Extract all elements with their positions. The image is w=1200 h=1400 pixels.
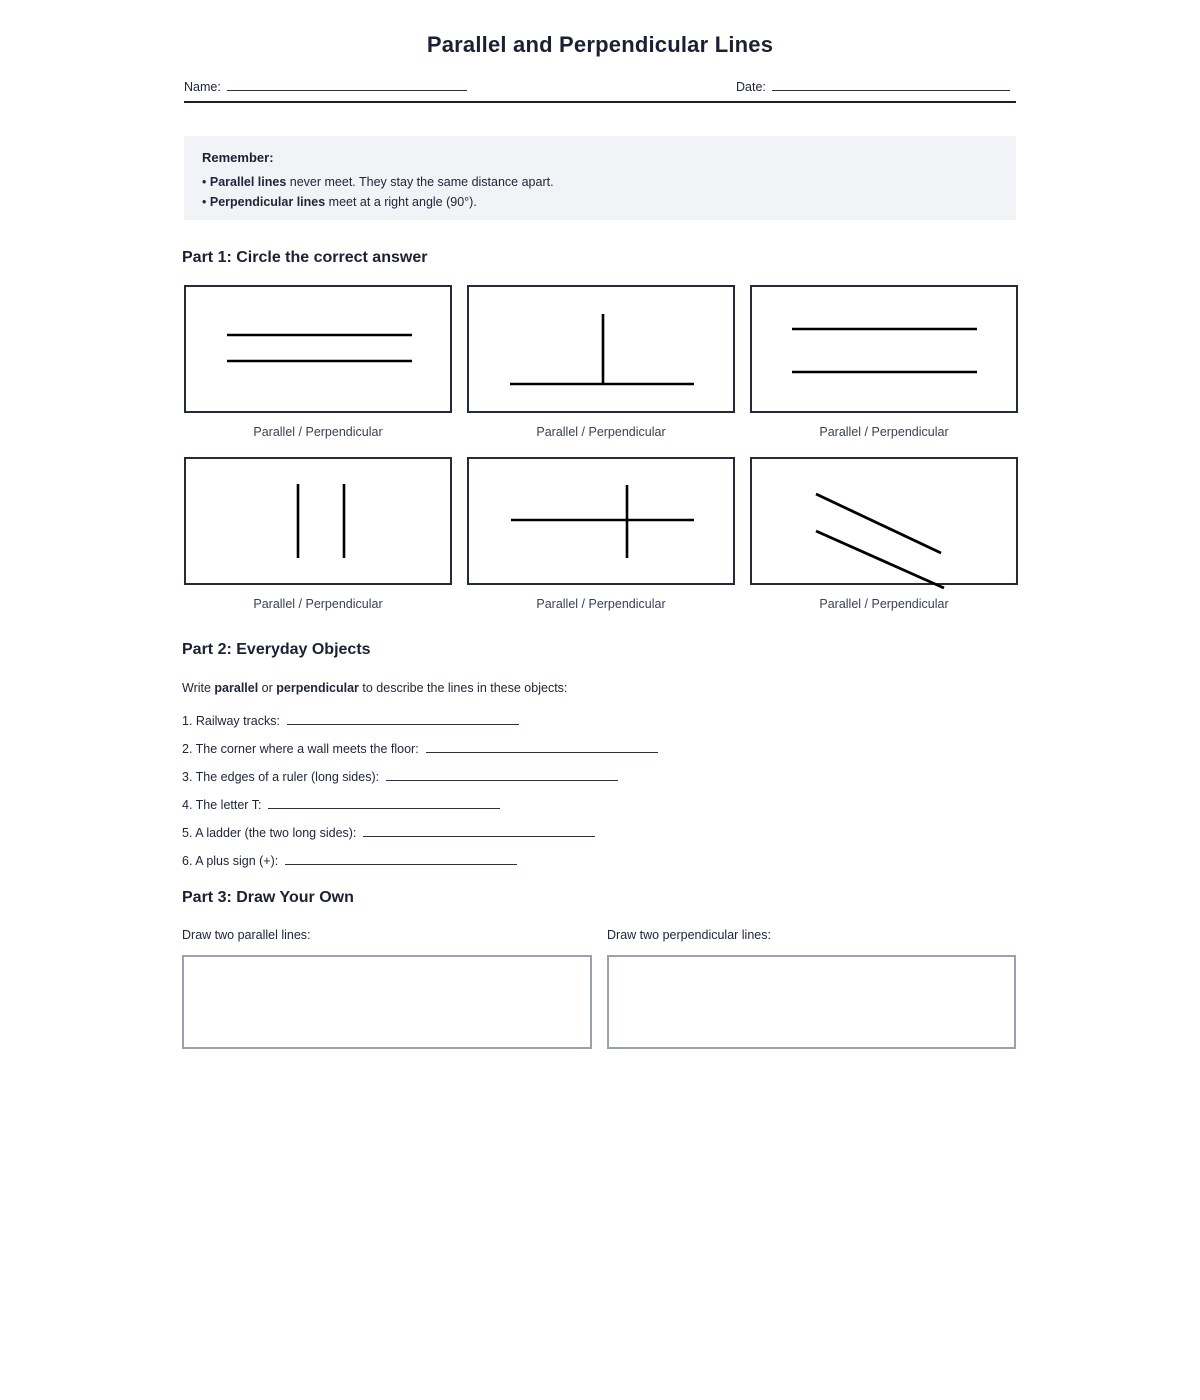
figure-caption-6[interactable]: Parallel / Perpendicular — [819, 597, 949, 611]
part2-intro-prefix: Write — [182, 681, 215, 695]
name-label: Name: — [184, 80, 221, 94]
part2-intro-middle: or — [258, 681, 277, 695]
part3-perpendicular-label: Draw two perpendicular lines: — [607, 928, 771, 942]
figure-box-1 — [184, 285, 452, 413]
date-input-blank[interactable] — [772, 78, 1010, 91]
date-field-group — [736, 78, 1010, 94]
remember-bullet-perpendicular — [202, 192, 998, 212]
figure-caption-5[interactable]: Parallel / Perpendicular — [536, 597, 666, 611]
two-horizontal-parallel-lines-icon — [184, 285, 452, 413]
figure-cell-2 — [467, 285, 735, 439]
figure-caption-1[interactable]: Parallel / Perpendicular — [253, 425, 383, 439]
cross-perpendicular-lines-icon — [467, 457, 735, 585]
part3-parallel-label: Draw two parallel lines: — [182, 928, 311, 942]
page-title: Parallel and Perpendicular Lines — [426, 32, 774, 57]
part2-item-6-answer-blank[interactable] — [285, 852, 517, 865]
part2-item-4 — [182, 796, 500, 812]
part3-perpendicular-column — [607, 928, 1016, 1049]
figure-box-3 — [750, 285, 1018, 413]
figure-cell-1 — [184, 285, 452, 439]
figure-caption-3[interactable]: Parallel / Perpendicular — [819, 425, 949, 439]
bullet-marker-2: • — [202, 195, 210, 209]
part2-item-5-answer-blank[interactable] — [363, 824, 595, 837]
part2-item-6 — [182, 852, 517, 868]
two-diagonal-lines-icon — [750, 457, 1018, 607]
two-horizontal-parallel-lines-wide-icon — [750, 285, 1018, 413]
part1-heading: Part 1: Circle the correct answer — [182, 249, 428, 266]
part2-item-2-text: 2. The corner where a wall meets the floor: — [182, 742, 419, 756]
figure-cell-6 — [750, 457, 1018, 611]
date-label: Date: — [736, 80, 766, 94]
figure-box-6 — [750, 457, 1018, 585]
parallel-definition: never meet. They stay the same distance apart. — [286, 175, 554, 189]
part2-item-2 — [182, 740, 658, 756]
part2-item-3-answer-blank[interactable] — [386, 768, 618, 781]
part2-item-3 — [182, 768, 618, 784]
figure-box-4 — [184, 457, 452, 585]
figure-cell-5 — [467, 457, 735, 611]
part2-item-1-answer-blank[interactable] — [287, 712, 519, 725]
part2-item-4-answer-blank[interactable] — [268, 796, 500, 809]
part2-keyword-parallel: parallel — [214, 681, 259, 695]
perpendicular-definition: meet at a right angle (90°). — [325, 195, 477, 209]
part2-intro-suffix: to describe the lines in these objects: — [358, 681, 568, 695]
figure-cell-3 — [750, 285, 1018, 439]
figure-cell-4 — [184, 457, 452, 611]
remember-box — [184, 136, 1016, 220]
part3-parallel-column — [182, 928, 592, 1049]
two-vertical-parallel-lines-icon — [184, 457, 452, 585]
figure-caption-4[interactable]: Parallel / Perpendicular — [253, 597, 383, 611]
figure-box-2 — [467, 285, 735, 413]
part3-perpendicular-drawing-area[interactable] — [607, 955, 1016, 1049]
t-shape-perpendicular-lines-icon — [467, 285, 735, 413]
part2-item-5 — [182, 824, 595, 840]
bullet-marker-1: • — [202, 175, 210, 189]
name-input-blank[interactable] — [227, 78, 467, 91]
part2-item-4-text: 4. The letter T: — [182, 798, 262, 812]
part2-instructions — [182, 681, 567, 695]
header-divider — [184, 101, 1016, 103]
figure-caption-2[interactable]: Parallel / Perpendicular — [536, 425, 666, 439]
part2-item-1-text: 1. Railway tracks: — [182, 714, 280, 728]
part2-keyword-perpendicular: perpendicular — [276, 681, 359, 695]
part2-heading: Part 2: Everyday Objects — [182, 641, 371, 658]
part3-parallel-drawing-area[interactable] — [182, 955, 592, 1049]
part2-item-5-text: 5. A ladder (the two long sides): — [182, 826, 357, 840]
part2-item-3-text: 3. The edges of a ruler (long sides): — [182, 770, 380, 784]
name-field-group — [184, 78, 467, 94]
remember-bullet-parallel — [202, 172, 998, 192]
name-date-row — [184, 78, 1016, 100]
remember-title: Remember: — [202, 150, 274, 165]
parallel-term: Parallel lines — [209, 175, 287, 189]
figure-box-5 — [467, 457, 735, 585]
part2-item-6-text: 6. A plus sign (+): — [182, 854, 279, 868]
part2-item-1 — [182, 712, 519, 728]
part3-heading: Part 3: Draw Your Own — [182, 889, 354, 906]
perpendicular-term: Perpendicular lines — [209, 195, 326, 209]
part2-item-2-answer-blank[interactable] — [426, 740, 658, 753]
